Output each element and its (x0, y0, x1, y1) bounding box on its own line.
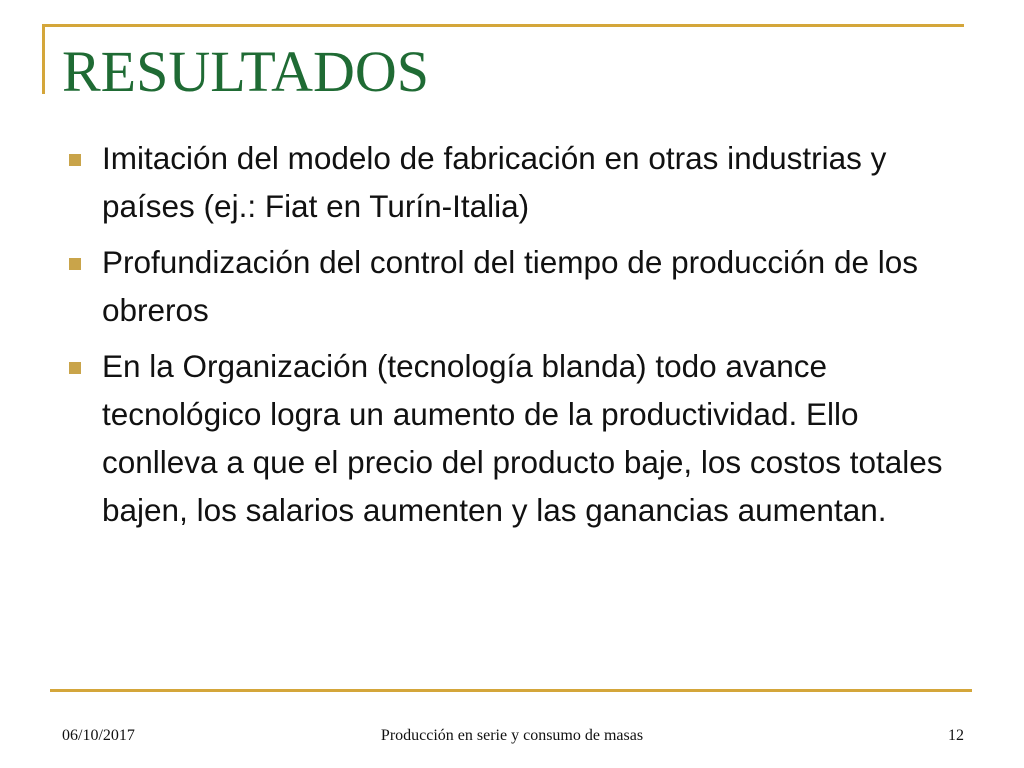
bullet-item (62, 238, 962, 334)
bullet-text: Imitación del modelo de fabricación en otras industrias y países (ej.: Fiat en Turín-Italia) (102, 140, 887, 224)
square-bullet-icon (69, 258, 81, 270)
footer-title: Producción en serie y consumo de masas (380, 727, 644, 744)
square-bullet-icon (69, 362, 81, 374)
slide-title: RESULTADOS (62, 39, 430, 104)
left-divider (42, 24, 45, 94)
top-divider (42, 24, 964, 27)
bullet-list (62, 134, 962, 542)
footer-date: 06/10/2017 (62, 727, 135, 744)
page-number: 12 (948, 727, 964, 744)
footer-divider (50, 689, 972, 692)
bullet-text: En la Organización (tecnología blanda) todo avance tecnológico logra un aumento de la productividad. Ello conlleva a que el precio del producto baje, los costos totales bajen, los salarios aumenten y las ganancias aumentan. (102, 348, 943, 528)
square-bullet-icon (69, 154, 81, 166)
bullet-item (62, 134, 962, 230)
bullet-text: Profundización del control del tiempo de producción de los obreros (102, 244, 919, 328)
bullet-item (62, 342, 962, 534)
